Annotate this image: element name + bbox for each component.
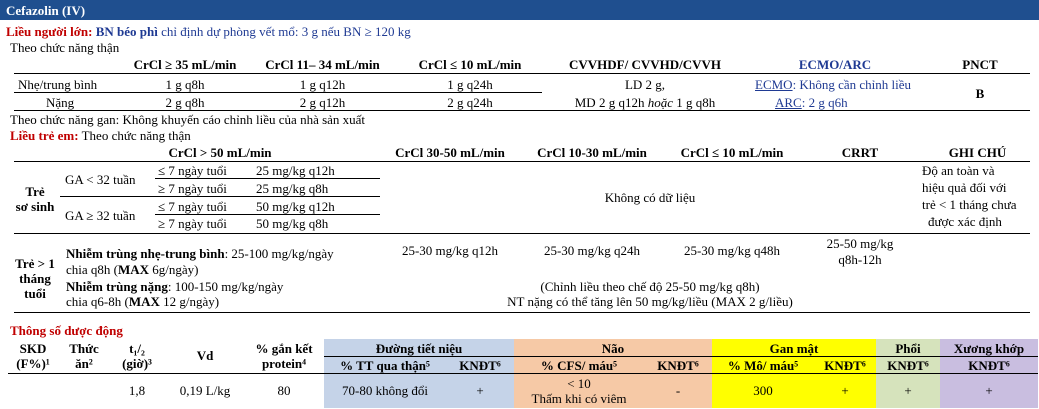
cvv-line-2: MD 2 g q12h hoặc 1 g q8h — [574, 95, 716, 110]
divider — [60, 196, 380, 197]
severe-line-1: Nhiễm trùng nặng: 100-150 mg/kg/ngày — [66, 279, 284, 294]
crrt-line-1: 25-50 mg/kg — [826, 236, 894, 251]
pk-food: Thức — [69, 341, 99, 356]
neo-dose-3: 50 mg/kg q12h — [256, 199, 335, 214]
pk-skd-2: (F%)¹ — [16, 356, 50, 371]
ecmo-link[interactable]: ECMO — [755, 77, 793, 92]
pk-protein: % gắn kết — [255, 341, 313, 356]
adjust-line-1: (Chỉnh liều theo chế độ 25-50 mg/kg q8h) — [540, 279, 760, 294]
child-header-5: CRRT — [841, 145, 879, 160]
divider — [8, 373, 1038, 374]
neo-dose-2: 25 mg/kg q8h — [256, 181, 329, 196]
group-liver: Gan mật — [769, 341, 819, 356]
divider — [14, 161, 1030, 162]
adult-header-3: CrCl ≤ 10 mL/min — [418, 57, 522, 72]
val-bone-kndt: + — [985, 383, 993, 398]
val-tissue: 300 — [753, 383, 773, 398]
adult-row-1-label: Nhẹ/trung bình — [18, 77, 98, 92]
pk-thalf-2: (giờ)³ — [122, 356, 152, 371]
note-line-4: được xác định — [928, 214, 1002, 229]
pk-food-2: ăn² — [75, 356, 93, 371]
child-header-3: CrCl 10-30 mL/min — [537, 145, 647, 160]
severe-line-2: chia q6-8h (MAX 12 g/ngày) — [66, 294, 220, 309]
older-label-2: tháng — [19, 271, 51, 286]
val-csf-1: < 10 — [567, 376, 591, 391]
adult-row-2-c2: 2 g q12h — [299, 95, 346, 110]
note-line-2: hiệu quả đối với — [922, 180, 1007, 195]
divider — [14, 92, 542, 93]
mild-line-1: Nhiễm trùng nhẹ-trung bình: 25-100 mg/kg/ngày — [66, 246, 334, 261]
adult-header-4: CVVHDF/ CVVHD/CVVH — [568, 57, 722, 72]
neo-age-1: ≤ 7 ngày tuổi — [158, 163, 227, 178]
val-liver-kndt: + — [841, 383, 849, 398]
adjust-line-2: NT nặng có thể tăng lên 50 mg/kg/liều (MAX 2 g/liều) — [507, 294, 793, 309]
val-urinary-kndt: + — [476, 383, 484, 398]
child-header-4: CrCl ≤ 10 mL/min — [680, 145, 784, 160]
older-label-3: tuổi — [24, 286, 46, 301]
divider — [14, 312, 1030, 313]
obesity-text: chỉ định dự phòng vết mổ: 3 g nếu BN ≥ 120 kg — [161, 24, 411, 39]
hepatic-text: Theo chức năng gan: Không khuyến cáo chỉnh liều của nhà sản xuất — [10, 112, 366, 127]
pk-label: Thông số dược động — [10, 323, 123, 338]
val-thalf: 1,8 — [128, 383, 146, 398]
ga-under-32: GA < 32 tuần — [65, 172, 136, 187]
adult-row-1-c2: 1 g q12h — [299, 77, 346, 92]
sub-bone-kndt: KNĐT⁶ — [968, 358, 1010, 373]
crrt-line-2: q8h-12h — [838, 252, 882, 267]
group-bone: Xương khớp — [953, 341, 1025, 356]
sub-brain-kndt: KNĐT⁶ — [657, 358, 699, 373]
val-csf-2: Thấm khi có viêm — [531, 391, 627, 406]
val-brain-kndt: - — [675, 383, 681, 398]
no-data-text: Không có dữ liệu — [604, 190, 696, 205]
val-lung-kndt: + — [904, 383, 912, 398]
child-header-1: CrCl > 50 mL/min — [168, 145, 272, 160]
neo-age-2: ≥ 7 ngày tuổi — [158, 181, 227, 196]
adult-header-6: PNCT — [962, 57, 998, 72]
adult-header-1: CrCl ≥ 35 mL/min — [133, 57, 237, 72]
adult-row-2-c3: 2 g q24h — [447, 95, 493, 110]
adult-row-1-c3: 1 g q24h — [447, 77, 493, 92]
ecmo-line: ECMO: Không cần chỉnh liều — [755, 77, 911, 92]
neonate-label-2: sơ sinh — [15, 199, 55, 214]
pnct-value: B — [975, 86, 985, 101]
sub-csf: % CFS/ máu⁵ — [540, 358, 618, 373]
dose-10-30: 25-30 mg/kg q24h — [543, 243, 641, 258]
child-renal-intro: Theo chức năng thận — [81, 128, 191, 143]
adult-label: Liều người lớn: — [6, 24, 93, 39]
arc-line: ARC: 2 g q6h — [775, 95, 848, 110]
val-vd: 0,19 L/kg — [179, 383, 231, 398]
divider — [14, 110, 1030, 111]
obesity-bold: BN béo phì — [95, 24, 158, 39]
older-label-1: Trẻ > 1 — [15, 256, 55, 271]
val-protein: 80 — [277, 383, 291, 398]
group-lung: Phổi — [895, 341, 921, 356]
neonate-label-1: Trẻ — [25, 184, 45, 199]
pk-vd: Vd — [196, 348, 214, 363]
adult-row-1-c1: 1 g q8h — [165, 77, 205, 92]
group-brain: Não — [601, 341, 625, 356]
divider — [14, 73, 1030, 74]
divider — [324, 356, 1038, 357]
neo-dose-4: 50 mg/kg q8h — [256, 216, 329, 231]
ga-over-32: GA ≥ 32 tuần — [65, 208, 136, 223]
adult-row-2-label: Nặng — [46, 95, 75, 110]
sub-lung-kndt: KNĐT⁶ — [887, 358, 929, 373]
child-line — [10, 128, 191, 143]
divider — [14, 233, 1030, 234]
adult-header-5: ECMO/ARC — [798, 57, 872, 72]
drug-title: Cefazolin (IV) — [6, 3, 86, 18]
adult-renal-intro: Theo chức năng thận — [10, 40, 120, 55]
mild-line-2: chia q8h (MAX 6g/ngày) — [66, 262, 199, 277]
group-urinary: Đường tiết niệu — [375, 341, 463, 356]
dose-30-50: 25-30 mg/kg q12h — [401, 243, 499, 258]
divider — [155, 178, 380, 179]
neo-dose-1: 25 mg/kg q12h — [256, 163, 335, 178]
dose-under-10: 25-30 mg/kg q48h — [683, 243, 781, 258]
cvv-line-1: LD 2 g, — [624, 77, 666, 92]
sub-urinary-kndt: KNĐT⁶ — [459, 358, 501, 373]
sub-tissue: % Mô/ máu⁵ — [727, 358, 799, 373]
arc-link[interactable]: ARC — [775, 95, 802, 110]
val-urinary-tt: 70-80 không đổi — [342, 383, 428, 398]
neo-age-4: ≥ 7 ngày tuổi — [158, 216, 227, 231]
pk-thalf: t₁/₂ — [129, 341, 145, 356]
note-line-1: Độ an toàn và — [922, 163, 995, 178]
sub-liver-kndt: KNĐT⁶ — [824, 358, 866, 373]
adult-row-2-c1: 2 g q8h — [165, 95, 205, 110]
divider — [155, 214, 380, 215]
adult-header-2: CrCl 11– 34 mL/min — [265, 57, 380, 72]
pk-protein-2: protein⁴ — [261, 356, 307, 371]
child-label: Liều trẻ em: — [10, 128, 79, 143]
neo-age-3: ≤ 7 ngày tuổi — [158, 199, 227, 214]
child-header-2: CrCl 30-50 mL/min — [395, 145, 505, 160]
adult-line — [6, 24, 411, 39]
note-line-3: trẻ < 1 tháng chưa — [922, 197, 1017, 212]
pk-skd: SKD — [19, 341, 47, 356]
child-header-6: GHI CHÚ — [948, 145, 1007, 160]
sub-urinary-tt: % TT qua thận⁵ — [340, 358, 430, 373]
title-bar — [0, 0, 1039, 20]
